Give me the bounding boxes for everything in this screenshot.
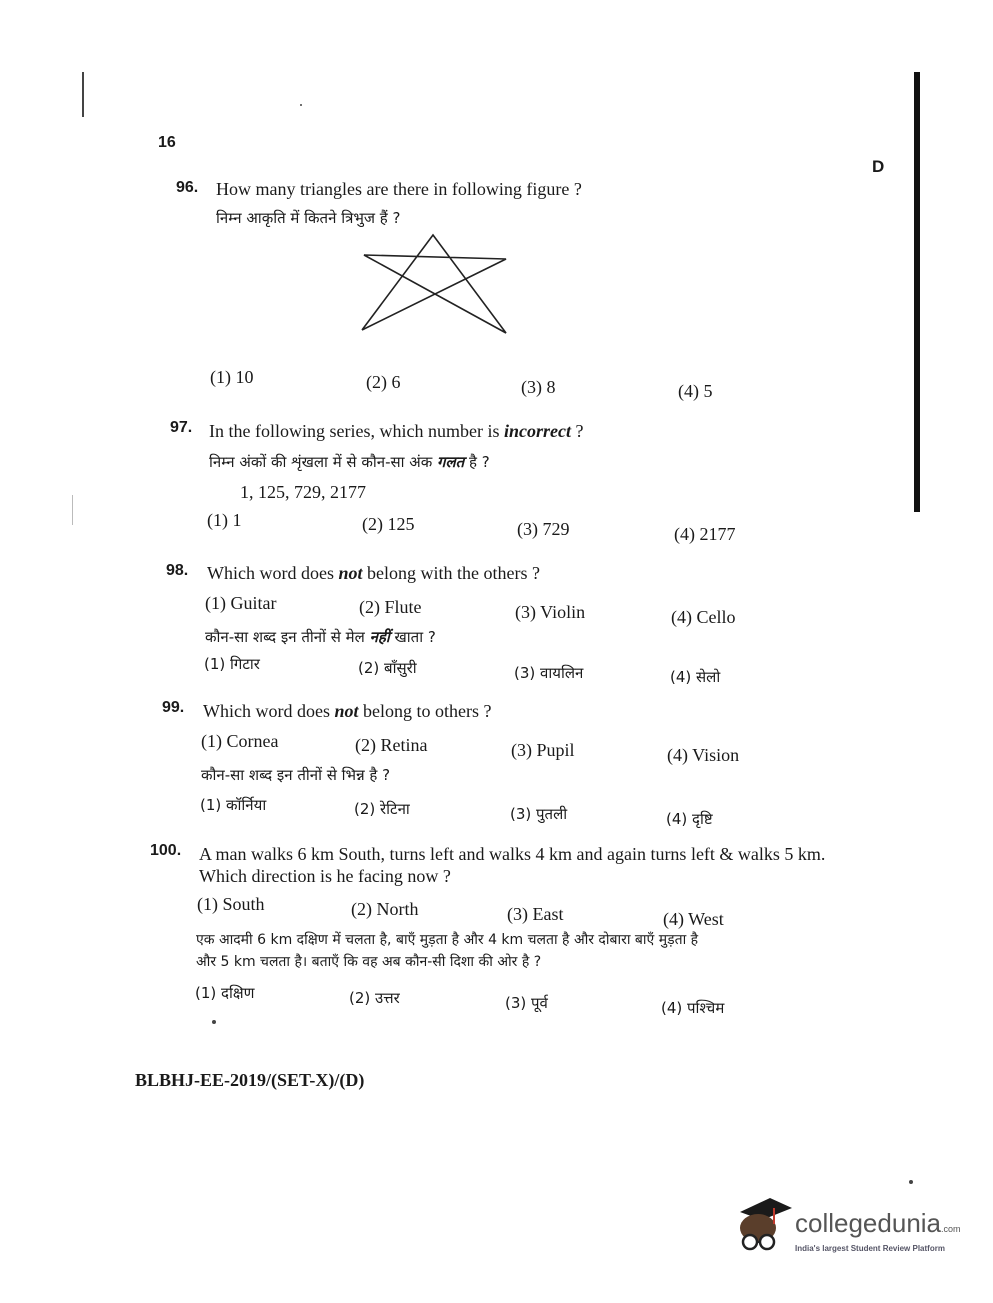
- option: (4) पश्चिम: [661, 999, 725, 1017]
- question-text-hi: एक आदमी 6 km दक्षिण में चलता है, बाएँ मुड़ता है और 4 km चलता है और दोबारा बाएँ मुड़ता है: [196, 932, 699, 948]
- option: (1) South: [197, 894, 265, 914]
- option: (4) Cello: [671, 607, 736, 627]
- option: (4) दृष्टि: [666, 810, 713, 828]
- option: (4) 5: [678, 381, 713, 401]
- logo-wordmark: collegedunia.com: [795, 1208, 961, 1238]
- question-number: 96.: [176, 179, 199, 196]
- question-number: 98.: [166, 562, 189, 579]
- option: (2) बाँसुरी: [358, 659, 417, 677]
- question-text-en: A man walks 6 km South, turns left and walks 4 km and again turns left & walks 5 km.: [199, 844, 826, 864]
- option: (2) Retina: [355, 735, 428, 755]
- option: (4) सेलो: [670, 668, 721, 686]
- collegedunia-mascot-icon: [736, 1196, 792, 1254]
- question-text-en: Which word does not belong to others ?: [203, 701, 492, 721]
- option: (1) 10: [210, 367, 254, 387]
- question-text-hi: निम्न आकृति में कितने त्रिभुज हैं ?: [216, 209, 401, 227]
- option: (3) Violin: [515, 602, 586, 622]
- scan-edge-line: [82, 72, 84, 117]
- option: (3) पुतली: [510, 805, 568, 823]
- option: (1) Cornea: [201, 731, 279, 751]
- scan-edge-line: [72, 495, 73, 525]
- option: (3) पूर्व: [505, 994, 548, 1012]
- scan-edge-bar: [914, 72, 920, 512]
- option: (2) Flute: [359, 597, 422, 617]
- option: (2) 6: [366, 372, 401, 392]
- question-text-hi: कौन-सा शब्द इन तीनों से मेल नहीं खाता ?: [205, 628, 436, 646]
- star-figure: [360, 233, 510, 337]
- number-series: 1, 125, 729, 2177: [240, 482, 366, 502]
- option: (3) 8: [521, 377, 556, 397]
- question-text-en: Which word does not belong with the others ?: [207, 563, 540, 583]
- option: (2) उत्तर: [349, 989, 400, 1007]
- option: (1) दक्षिण: [195, 984, 255, 1002]
- option: (1) 1: [207, 510, 242, 530]
- option: (3) वायलिन: [514, 664, 584, 682]
- page-number: 16: [158, 134, 176, 151]
- question-text-hi: और 5 km चलता है। बताएँ कि वह अब कौन-सी दिशा की ओर है ?: [196, 954, 542, 970]
- logo-tagline: India's largest Student Review Platform: [795, 1244, 945, 1253]
- option: (3) Pupil: [511, 740, 575, 760]
- option: (1) गिटार: [204, 655, 260, 673]
- question-number: 100.: [150, 842, 182, 859]
- option: (4) West: [663, 909, 724, 929]
- option: (1) कॉर्निया: [200, 796, 267, 814]
- option: (1) Guitar: [205, 593, 277, 613]
- question-number: 97.: [170, 419, 193, 436]
- question-number: 99.: [162, 699, 185, 716]
- option: (2) North: [351, 899, 419, 919]
- scan-speck: [300, 104, 302, 106]
- scan-speck: [909, 1180, 913, 1184]
- question-text-en: Which direction is he facing now ?: [199, 866, 451, 886]
- option: (3) East: [507, 904, 564, 924]
- option: (3) 729: [517, 519, 570, 539]
- scan-speck: [212, 1020, 216, 1024]
- paper-code: BLBHJ-EE-2019/(SET-X)/(D): [135, 1070, 365, 1090]
- set-letter: D: [872, 157, 885, 176]
- option: (2) 125: [362, 514, 415, 534]
- option: (4) 2177: [674, 524, 736, 544]
- question-text-hi: निम्न अंकों की शृंखला में से कौन-सा अंक गलत है ?: [209, 453, 490, 471]
- question-text-hi: कौन-सा शब्द इन तीनों से भिन्न है ?: [201, 766, 391, 784]
- question-text-en: In the following series, which number is incorrect ?: [209, 421, 584, 441]
- option: (2) रेटिना: [354, 800, 410, 818]
- question-text-en: How many triangles are there in following figure ?: [216, 179, 582, 199]
- option: (4) Vision: [667, 745, 740, 765]
